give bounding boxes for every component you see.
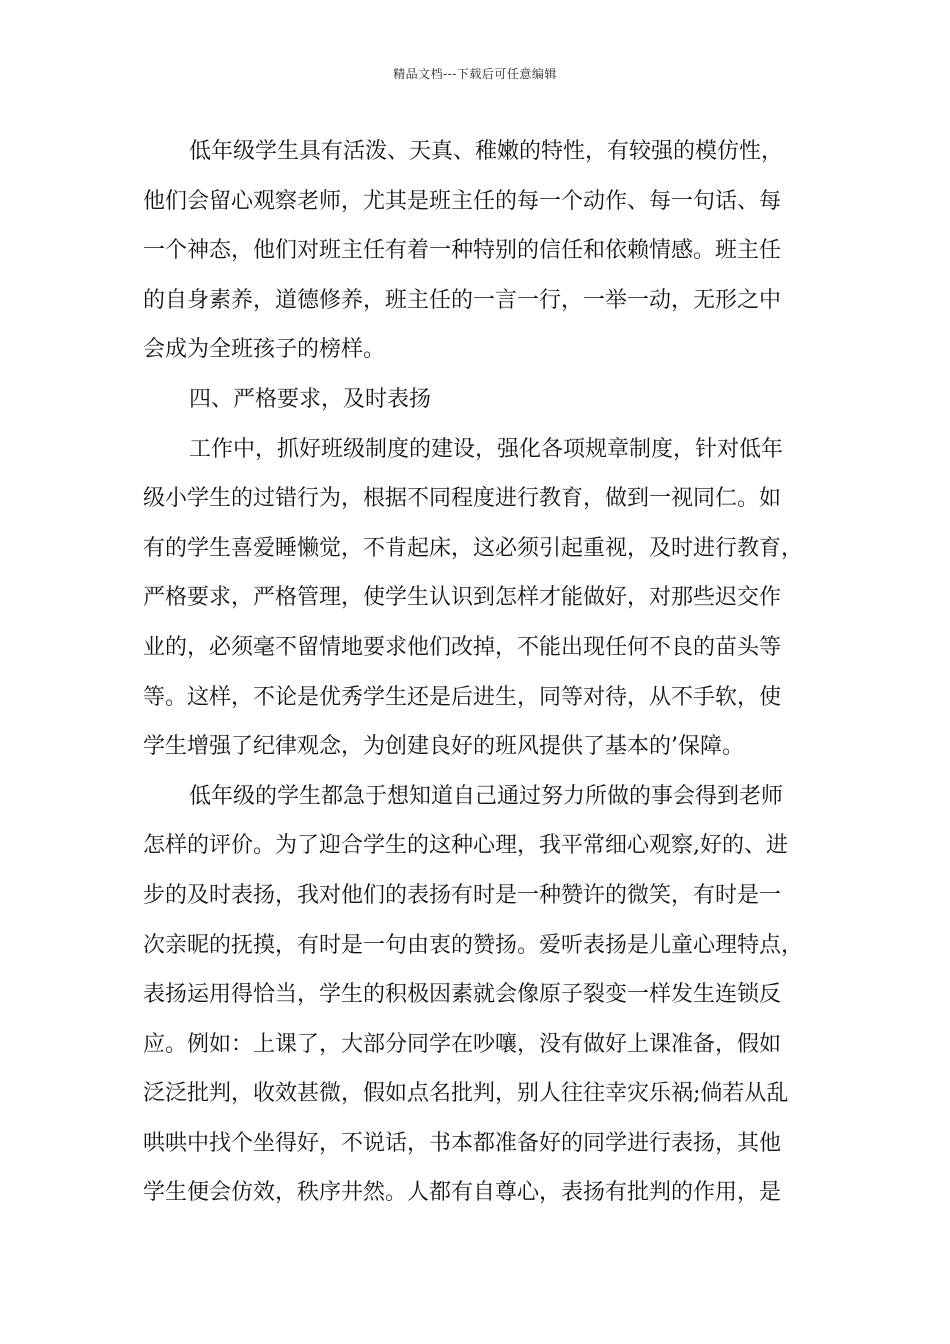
paragraph-line: 低年级学生具有活泼、天真、稚嫩的特性，有较强的模仿性， [189,139,784,164]
body-text [143,127,823,1218]
paragraph-line: 怎样的评价。为了迎合学生的这种心理，我平常细心观察,好的、进 [143,833,788,859]
paragraph-line: 的自身素养，道德修养，班主任的一言一行，一举一动，无形之中 [143,287,782,313]
paragraph-line: 会成为全班孩子的榜样。 [143,337,386,363]
paragraph-line: 一个神态，他们对班主任有着一种特别的信任和依赖情感。班主任 [143,238,782,264]
paragraph-line: 等。这样，不论是优秀学生还是后进生，同等对待，从不手软，使 [143,684,782,710]
paragraph-line: 应。例如：上课了，大部分同学在吵嚷，没有做好上课准备，假如 [143,1031,782,1057]
paragraph-line: 业的，必须毫不留情地要求他们改掉，不能出现任何不良的苗头等 [143,634,782,660]
paragraph-line: 哄哄中找个坐得好，不说话，书本都准备好的同学进行表扬，其他 [143,1130,782,1156]
paragraph-line: 次亲昵的抚摸，有时是一句由衷的赞扬。爱听表扬是儿童心理特点， [143,932,804,958]
paragraph-line: 低年级的学生都急于想知道自己通过努力所做的事会得到老师 [189,783,784,809]
paragraph-line: 严格要求，严格管理，使学生认识到怎样才能做好，对那些迟交作 [143,585,782,611]
paragraph-line: 步的及时表扬，我对他们的表扬有时是一种赞许的微笑，有时是一 [143,882,782,908]
paragraph-line: 有的学生喜爱睡懒觉，不肯起床，这必须引起重视，及时进行教育， [143,535,804,561]
page-header: 精品文档---下载后可任意编辑 [393,67,557,81]
paragraph-line: 表扬运用得恰当，学生的积极因素就会像原子裂变一样发生连锁反 [143,982,782,1008]
paragraph-line: 级小学生的过错行为，根据不同程度进行教育，做到一视同仁。如 [143,486,782,512]
paragraph-line: 学生增强了纪律观念，为创建良好的班风提供了基本的’保障。 [143,734,744,760]
paragraph-line: 学生便会仿效，秩序井然。人都有自尊心，表扬有批判的作用，是 [143,1180,782,1206]
paragraph-line: 工作中，抓好班级制度的建设，强化各项规章制度，针对低年 [189,436,784,462]
paragraph-line: 他们会留心观察老师，尤其是班主任的每一个动作、每一句话、每 [143,188,782,214]
paragraph-line: 泛泛批判，收效甚微，假如点名批判，别人往往幸灾乐祸;倘若从乱 [143,1081,789,1107]
section-heading: 四、严格要求，及时表扬 [189,386,432,412]
